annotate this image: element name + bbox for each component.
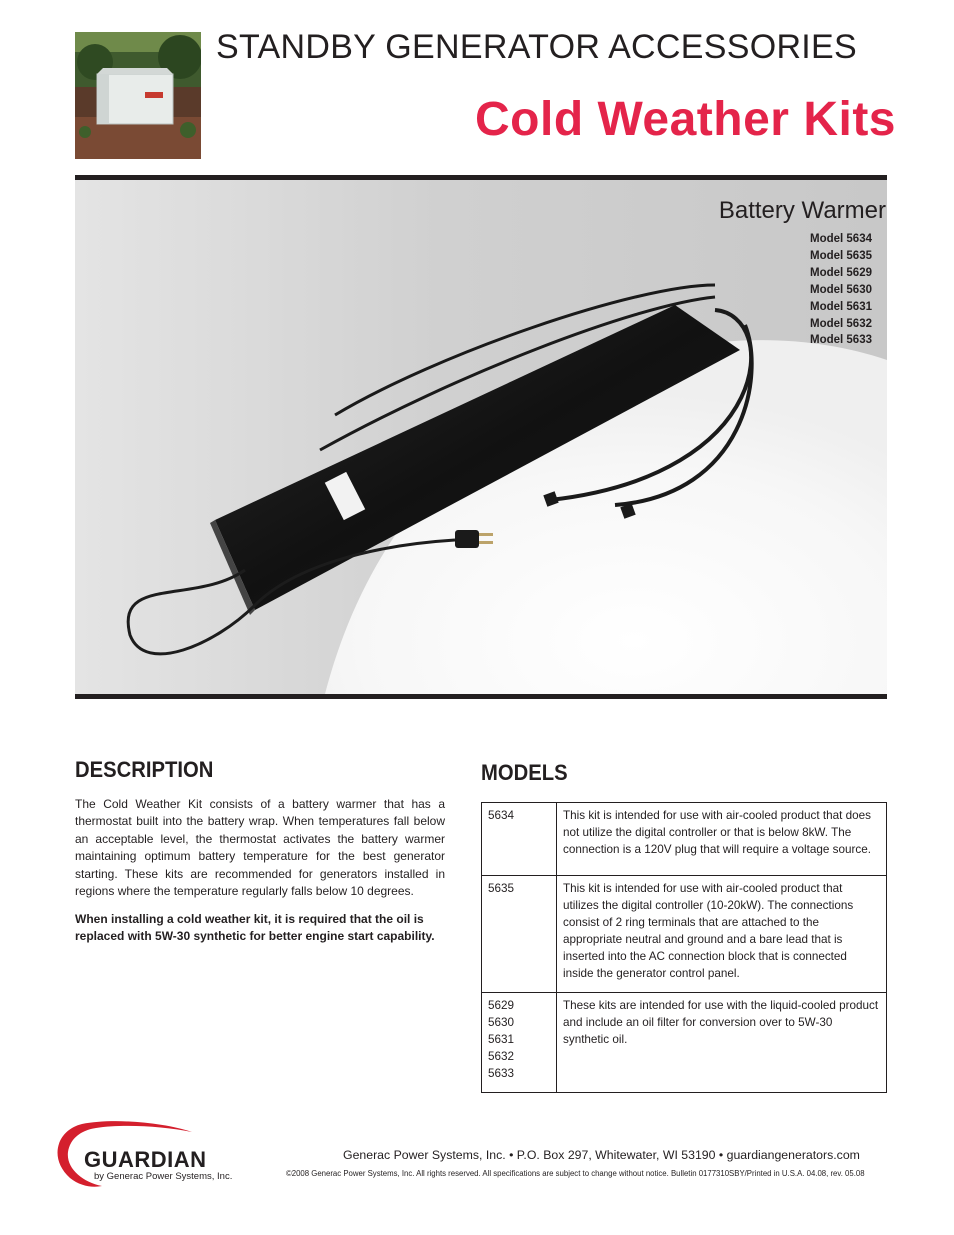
footer-address: Generac Power Systems, Inc. • P.O. Box 297, Whitewater, WI 53190 • guardiangenerators.com (343, 1148, 860, 1162)
model-list (810, 231, 872, 349)
model-list-item: Model 5631 (810, 300, 872, 313)
description-note: When installing a cold weather kit, it is required that the oil is replaced with 5W-30 synthetic for better engine start capability. (75, 912, 435, 944)
description-body: The Cold Weather Kit consists of a battery warmer that has a thermostat built into the battery wrap. When temperatures fall below an acceptable level, the thermostat activates the battery warmer maintaining optimum battery temperature for the best generator starting. These kits are recommended for generators installed in regions where the temperature regularly falls below 10 degrees. (75, 797, 445, 899)
generator-photo (75, 32, 201, 159)
model-list-item: Model 5629 (810, 266, 872, 279)
model-code: 5629 (488, 999, 515, 1012)
model-list-item: Model 5632 (810, 317, 872, 330)
model-code-cell (482, 876, 557, 993)
model-code: 5630 (488, 1016, 515, 1029)
logo-subtext: by Generac Power Systems, Inc. (94, 1171, 233, 1182)
models-heading: MODELS (481, 760, 568, 785)
model-list-item: Model 5630 (810, 283, 872, 296)
page-supertitle: STANDBY GENERATOR ACCESSORIES (216, 28, 858, 66)
model-description-cell: These kits are intended for use with the liquid-cooled product and include an oil filter for conversion over to 5W-30 synthetic oil. (557, 993, 887, 1093)
model-code: 5632 (488, 1050, 515, 1063)
footer-copyright: ©2008 Generac Power Systems, Inc. All rights reserved. All specifications are subject to change without notice. Bulletin 0177310SBY/Printed in U.S.A. 04.08, rev. 05.08 (286, 1169, 865, 1178)
description-heading: DESCRIPTION (75, 757, 214, 782)
model-description-cell: This kit is intended for use with air-cooled product that utilizes the digital controller (10-20kW). The connections consist of 2 ring terminals that are attached to the appropriate neutral and ground and a bare lead that is inserted into the AC connection block that is connected inside the generator control panel. (557, 876, 887, 993)
models-table (481, 802, 887, 1093)
product-name: Battery Warmer (718, 197, 886, 224)
page-title: Cold Weather Kits (475, 93, 896, 146)
model-code-cell (482, 993, 557, 1093)
table-row (482, 993, 887, 1093)
model-description-cell: This kit is intended for use with air-cooled product that does not utilize the digital controller or that is below 8kW. The connection is a 120V plug that will require a voltage source. (557, 803, 887, 876)
model-code-cell (482, 803, 557, 876)
model-code: 5633 (488, 1067, 515, 1080)
product-banner (75, 175, 887, 699)
model-code: 5634 (488, 809, 515, 822)
model-list-item: Model 5635 (810, 249, 872, 262)
model-code: 5631 (488, 1033, 515, 1046)
model-code: 5635 (488, 882, 515, 895)
model-list-item: Model 5633 (810, 334, 872, 347)
logo-wordmark: GUARDIAN (84, 1147, 207, 1172)
table-row (482, 876, 887, 993)
model-list-item: Model 5634 (810, 233, 872, 245)
guardian-logo (52, 1118, 262, 1190)
table-row (482, 803, 887, 876)
